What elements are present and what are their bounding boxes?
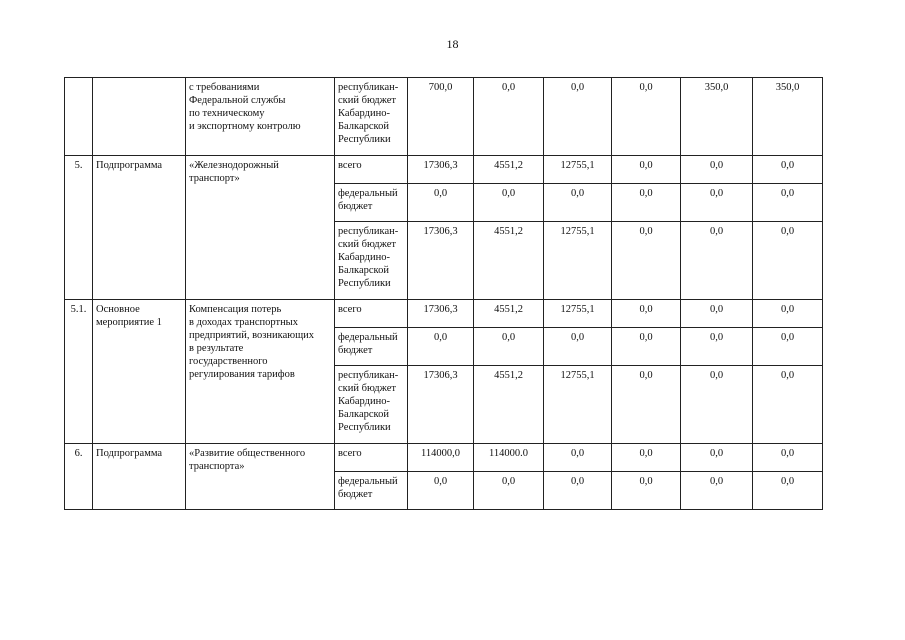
value-cell: 350,0 — [753, 78, 823, 156]
value-cell: 0,0 — [681, 184, 753, 222]
table-row — [65, 444, 823, 472]
value-cell: 17306,3 — [408, 366, 474, 444]
funding-source: федеральный бюджет — [335, 184, 408, 222]
value-cell: 12755,1 — [544, 156, 612, 184]
value-cell: 0,0 — [753, 444, 823, 472]
funding-source: республикан- ский бюджет Кабардино- Балкарской Республики — [335, 78, 408, 156]
value-cell: 17306,3 — [408, 300, 474, 328]
row-number: 5. — [65, 156, 93, 300]
value-cell: 0,0 — [544, 78, 612, 156]
value-cell: 0,0 — [474, 472, 544, 510]
value-cell: 114000.0 — [474, 444, 544, 472]
row-number: 6. — [65, 444, 93, 510]
table-row — [65, 78, 823, 156]
table-row — [65, 156, 823, 184]
value-cell: 0,0 — [681, 444, 753, 472]
value-cell: 0,0 — [753, 472, 823, 510]
value-cell: 0,0 — [753, 156, 823, 184]
value-cell: 17306,3 — [408, 222, 474, 300]
value-cell: 12755,1 — [544, 222, 612, 300]
value-cell: 0,0 — [612, 444, 681, 472]
funding-source: всего — [335, 156, 408, 184]
funding-source: всего — [335, 300, 408, 328]
value-cell: 0,0 — [753, 366, 823, 444]
value-cell: 0,0 — [612, 78, 681, 156]
value-cell: 0,0 — [474, 184, 544, 222]
value-cell: 0,0 — [753, 300, 823, 328]
funding-source: федеральный бюджет — [335, 328, 408, 366]
value-cell: 0,0 — [612, 366, 681, 444]
page-number: 18 — [446, 37, 459, 51]
value-cell: 0,0 — [753, 328, 823, 366]
program-type — [93, 78, 186, 156]
value-cell: 0,0 — [544, 328, 612, 366]
value-cell: 0,0 — [681, 328, 753, 366]
value-cell: 0,0 — [681, 300, 753, 328]
value-cell: 700,0 — [408, 78, 474, 156]
value-cell: 0,0 — [544, 184, 612, 222]
program-name: с требованиями Федеральной службы по техническому и экспортному контролю — [186, 78, 335, 156]
value-cell: 0,0 — [681, 222, 753, 300]
row-number — [65, 78, 93, 156]
value-cell: 4551,2 — [474, 222, 544, 300]
funding-source: республикан- ский бюджет Кабардино- Балкарской Республики — [335, 366, 408, 444]
funding-source: всего — [335, 444, 408, 472]
value-cell: 0,0 — [544, 472, 612, 510]
row-number: 5.1. — [65, 300, 93, 444]
value-cell: 0,0 — [612, 472, 681, 510]
table-row — [65, 300, 823, 328]
value-cell: 4551,2 — [474, 156, 544, 184]
value-cell: 0,0 — [612, 222, 681, 300]
value-cell: 0,0 — [681, 472, 753, 510]
value-cell: 4551,2 — [474, 366, 544, 444]
value-cell: 0,0 — [612, 328, 681, 366]
value-cell: 12755,1 — [544, 300, 612, 328]
program-name: «Развитие общественного транспорта» — [186, 444, 335, 510]
value-cell: 350,0 — [681, 78, 753, 156]
program-type: Подпрограмма — [93, 156, 186, 300]
funding-source: республикан- ский бюджет Кабардино- Балкарской Республики — [335, 222, 408, 300]
program-name: Компенсация потерь в доходах транспортных предприятий, возникающих в результате государственного регулирования тарифов — [186, 300, 335, 444]
program-name: «Железнодорожный транспорт» — [186, 156, 335, 300]
budget-table — [64, 77, 823, 510]
value-cell: 0,0 — [612, 300, 681, 328]
value-cell: 0,0 — [408, 472, 474, 510]
value-cell: 0,0 — [681, 156, 753, 184]
value-cell: 0,0 — [474, 328, 544, 366]
value-cell: 17306,3 — [408, 156, 474, 184]
value-cell: 0,0 — [753, 184, 823, 222]
program-type: Основное мероприятие 1 — [93, 300, 186, 444]
program-type: Подпрограмма — [93, 444, 186, 510]
value-cell: 0,0 — [612, 156, 681, 184]
value-cell: 0,0 — [408, 328, 474, 366]
value-cell: 0,0 — [753, 222, 823, 300]
value-cell: 0,0 — [408, 184, 474, 222]
funding-source: федеральный бюджет — [335, 472, 408, 510]
value-cell: 0,0 — [474, 78, 544, 156]
value-cell: 0,0 — [612, 184, 681, 222]
value-cell: 114000,0 — [408, 444, 474, 472]
value-cell: 12755,1 — [544, 366, 612, 444]
value-cell: 0,0 — [681, 366, 753, 444]
value-cell: 4551,2 — [474, 300, 544, 328]
value-cell: 0,0 — [544, 444, 612, 472]
